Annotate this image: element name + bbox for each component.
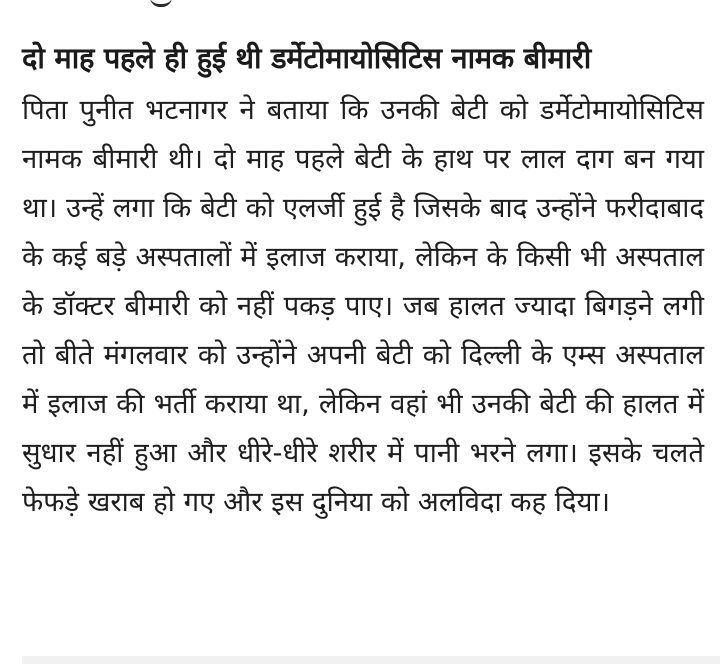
article-subheading: दो माह पहले ही हुई थी डर्मेटोमायोसिटिस नामक बीमारी xyxy=(22,41,591,75)
cropped-text-fragment xyxy=(150,0,172,7)
article-paragraph: पिता पुनीत भटनागर ने बताया कि उनकी बेटी को डर्मेटोमायोसिटिस नामक बीमारी थी। दो माह पहले बेटी के हाथ पर लाल दाग बन गया था। उन्हें लगा कि बेटी को एलर्जी हुई है जिसके बाद उन्होंने फरीदाबाद के कई बड़े अस्पतालों में इलाज कराया, लेकिन के किसी भी अस्पताल के डॉक्टर बीमारी को नहीं पकड़ पाए। जब हालत ज्यादा बिगड़ने लगी तो बीते मंगलवार को उन्होंने अपनी बेटी को दिल्ली के एम्स अस्पताल में इलाज की भर्ती कराया था, लेकिन वहां भी उनकी बेटी की हालत में सुधार नहीं हुआ और धीरे-धीरे शरीर में पानी भरने लगा। इसके चलते फेफड़े खराब हो गए और इस दुनिया को अलविदा कह दिया। xyxy=(22,94,704,518)
next-section-divider xyxy=(22,656,720,664)
article-body xyxy=(22,38,704,527)
